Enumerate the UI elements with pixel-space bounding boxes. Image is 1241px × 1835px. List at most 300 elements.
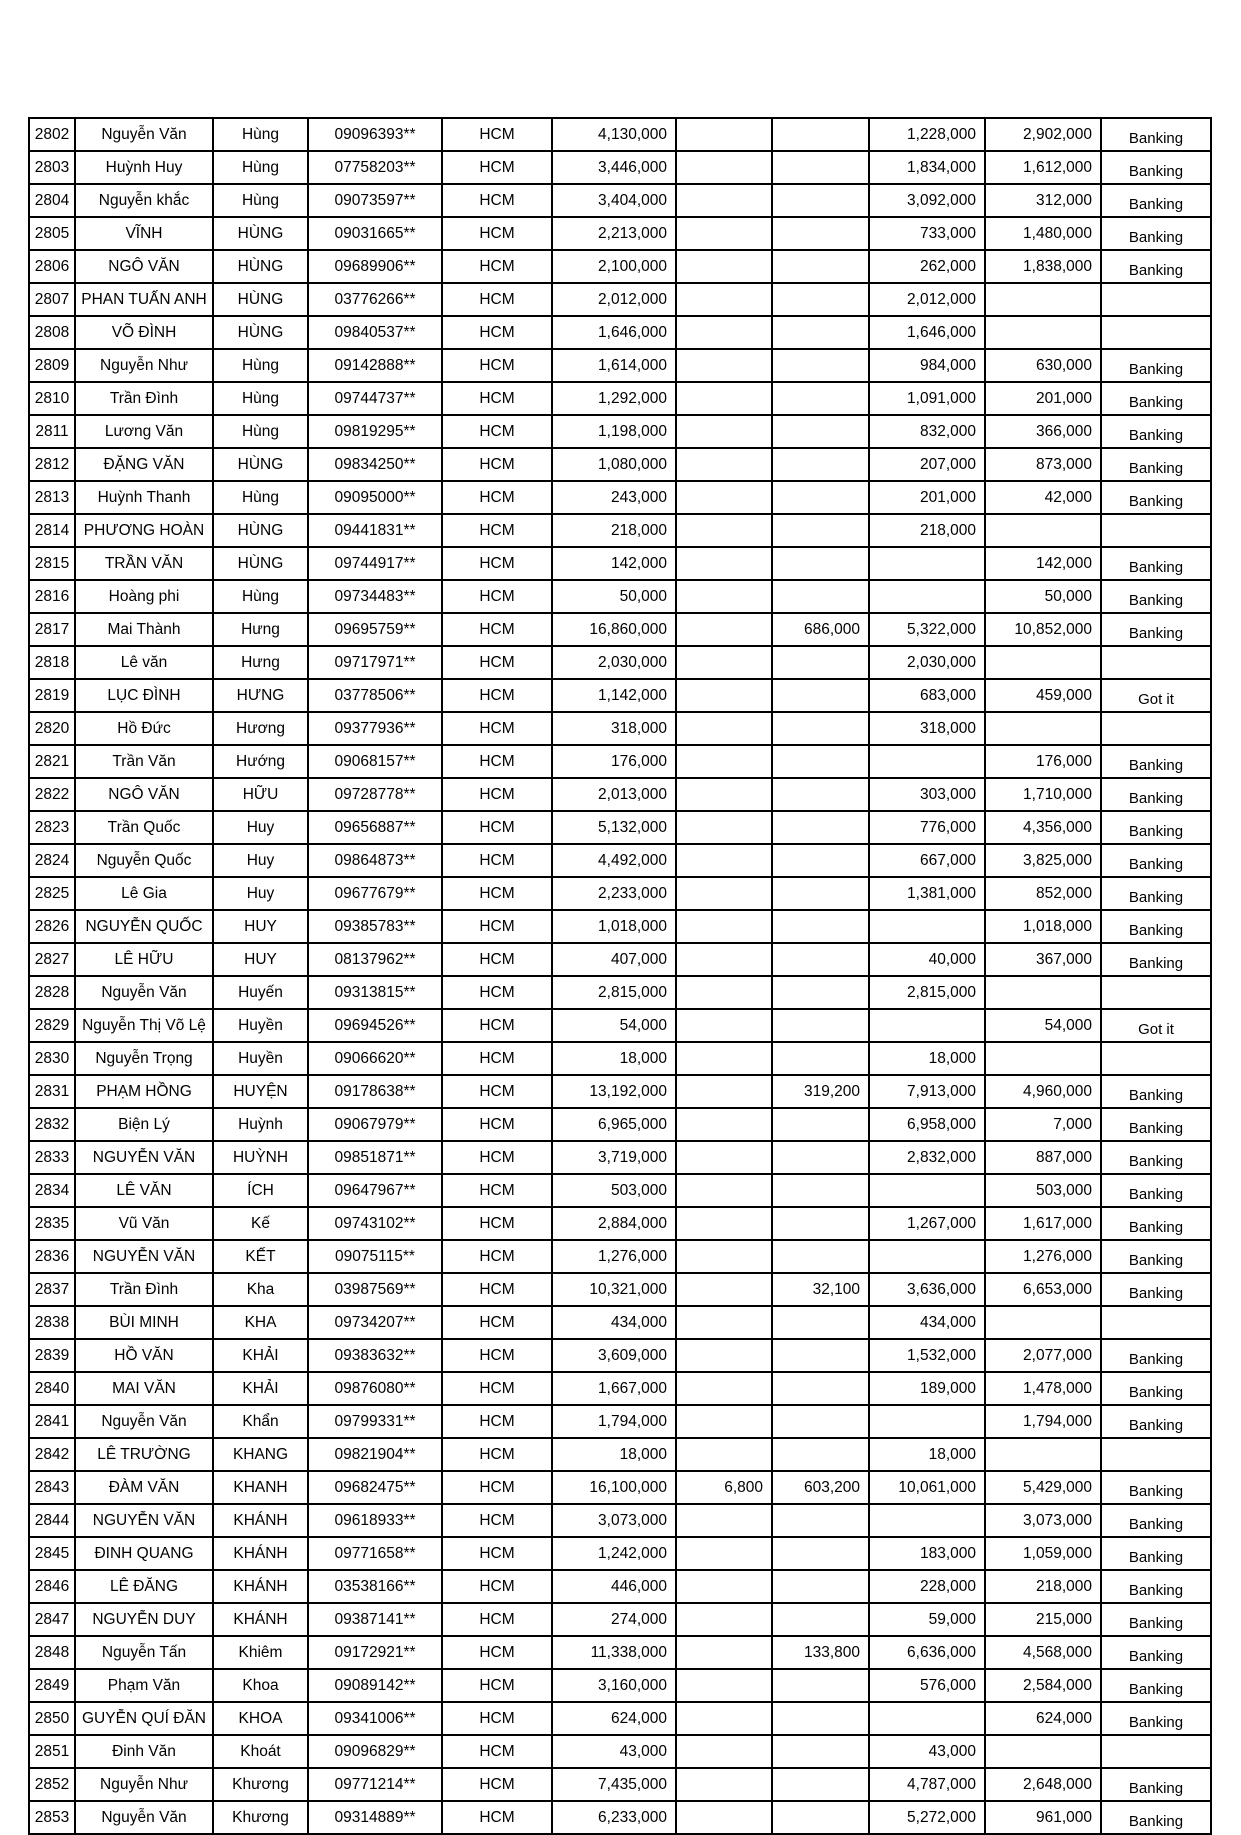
table-row xyxy=(29,1240,1211,1273)
cell-name: VÕ ĐÌNH xyxy=(75,316,213,349)
cell-status: Banking xyxy=(1101,811,1211,844)
cell-status: Banking xyxy=(1101,1801,1211,1834)
table-row xyxy=(29,943,1211,976)
cell-amount-1 xyxy=(676,712,772,745)
cell-city: HCM xyxy=(442,778,552,811)
table-row xyxy=(29,481,1211,514)
cell-id: 2849 xyxy=(29,1669,75,1702)
cell-amount-total: 2,213,000 xyxy=(552,217,676,250)
cell-amount-4: 367,000 xyxy=(985,943,1101,976)
cell-status: Banking xyxy=(1101,1273,1211,1306)
cell-id: 2841 xyxy=(29,1405,75,1438)
cell-name: ĐÀM VĂN xyxy=(75,1471,213,1504)
cell-status: Banking xyxy=(1101,1075,1211,1108)
cell-amount-total: 6,233,000 xyxy=(552,1801,676,1834)
cell-amount-total: 50,000 xyxy=(552,580,676,613)
cell-amount-3: 183,000 xyxy=(869,1537,985,1570)
cell-given-name: Hùng xyxy=(213,481,308,514)
cell-city: HCM xyxy=(442,250,552,283)
cell-amount-total: 6,965,000 xyxy=(552,1108,676,1141)
cell-amount-4: 366,000 xyxy=(985,415,1101,448)
cell-amount-3 xyxy=(869,1009,985,1042)
cell-amount-total: 54,000 xyxy=(552,1009,676,1042)
cell-city: HCM xyxy=(442,844,552,877)
cell-phone: 09734207** xyxy=(308,1306,442,1339)
cell-amount-2 xyxy=(772,547,869,580)
cell-amount-4 xyxy=(985,976,1101,1009)
cell-amount-4: 176,000 xyxy=(985,745,1101,778)
cell-name: Trần Đình xyxy=(75,382,213,415)
cell-city: HCM xyxy=(442,679,552,712)
cell-id: 2832 xyxy=(29,1108,75,1141)
cell-city: HCM xyxy=(442,910,552,943)
cell-id: 2825 xyxy=(29,877,75,910)
cell-city: HCM xyxy=(442,646,552,679)
cell-status: Banking xyxy=(1101,1768,1211,1801)
cell-amount-3: 303,000 xyxy=(869,778,985,811)
cell-amount-1 xyxy=(676,1108,772,1141)
cell-city: HCM xyxy=(442,1009,552,1042)
cell-city: HCM xyxy=(442,1702,552,1735)
cell-name: Biện Lý xyxy=(75,1108,213,1141)
cell-amount-1 xyxy=(676,316,772,349)
cell-city: HCM xyxy=(442,1174,552,1207)
cell-amount-total: 18,000 xyxy=(552,1438,676,1471)
cell-city: HCM xyxy=(442,1108,552,1141)
cell-amount-1 xyxy=(676,1669,772,1702)
cell-given-name: HÙNG xyxy=(213,283,308,316)
cell-amount-1 xyxy=(676,151,772,184)
cell-city: HCM xyxy=(442,349,552,382)
cell-city: HCM xyxy=(442,448,552,481)
cell-name: Phạm Văn xyxy=(75,1669,213,1702)
table-row xyxy=(29,250,1211,283)
cell-amount-2 xyxy=(772,976,869,1009)
cell-amount-1 xyxy=(676,1603,772,1636)
cell-city: HCM xyxy=(442,1735,552,1768)
cell-amount-4 xyxy=(985,712,1101,745)
cell-amount-1 xyxy=(676,811,772,844)
cell-city: HCM xyxy=(442,1537,552,1570)
cell-amount-1 xyxy=(676,382,772,415)
cell-amount-total: 10,321,000 xyxy=(552,1273,676,1306)
cell-amount-4: 624,000 xyxy=(985,1702,1101,1735)
cell-amount-2 xyxy=(772,382,869,415)
cell-id: 2823 xyxy=(29,811,75,844)
cell-given-name: Hùng xyxy=(213,415,308,448)
cell-given-name: Khiêm xyxy=(213,1636,308,1669)
cell-given-name: Huỳnh xyxy=(213,1108,308,1141)
cell-amount-3: 667,000 xyxy=(869,844,985,877)
cell-given-name: HỮU xyxy=(213,778,308,811)
cell-name: Huỳnh Huy xyxy=(75,151,213,184)
cell-amount-3: 984,000 xyxy=(869,349,985,382)
cell-city: HCM xyxy=(442,976,552,1009)
cell-phone: 09656887** xyxy=(308,811,442,844)
cell-city: HCM xyxy=(442,745,552,778)
cell-amount-total: 2,884,000 xyxy=(552,1207,676,1240)
cell-amount-4 xyxy=(985,316,1101,349)
table-row xyxy=(29,1273,1211,1306)
cell-amount-2 xyxy=(772,1240,869,1273)
cell-name: NGUYỄN VĂN xyxy=(75,1141,213,1174)
cell-name: Vũ Văn xyxy=(75,1207,213,1240)
cell-amount-1 xyxy=(676,976,772,1009)
cell-amount-total: 503,000 xyxy=(552,1174,676,1207)
cell-amount-2 xyxy=(772,1339,869,1372)
cell-amount-2 xyxy=(772,1768,869,1801)
cell-amount-3: 683,000 xyxy=(869,679,985,712)
cell-amount-1 xyxy=(676,778,772,811)
cell-amount-3 xyxy=(869,1240,985,1273)
table-row xyxy=(29,1471,1211,1504)
cell-amount-2 xyxy=(772,943,869,976)
cell-amount-total: 16,860,000 xyxy=(552,613,676,646)
cell-given-name: Hùng xyxy=(213,349,308,382)
cell-status: Banking xyxy=(1101,745,1211,778)
cell-amount-total: 2,815,000 xyxy=(552,976,676,1009)
cell-amount-4: 1,838,000 xyxy=(985,250,1101,283)
cell-amount-2: 686,000 xyxy=(772,613,869,646)
cell-id: 2817 xyxy=(29,613,75,646)
cell-city: HCM xyxy=(442,1240,552,1273)
cell-id: 2851 xyxy=(29,1735,75,1768)
cell-amount-2 xyxy=(772,349,869,382)
cell-amount-1 xyxy=(676,1141,772,1174)
cell-id: 2834 xyxy=(29,1174,75,1207)
table-row xyxy=(29,415,1211,448)
cell-id: 2802 xyxy=(29,118,75,151)
cell-id: 2828 xyxy=(29,976,75,1009)
cell-status: Banking xyxy=(1101,1471,1211,1504)
cell-amount-1 xyxy=(676,1372,772,1405)
cell-amount-total: 4,492,000 xyxy=(552,844,676,877)
cell-status: Banking xyxy=(1101,1174,1211,1207)
table-row xyxy=(29,184,1211,217)
cell-status: Banking xyxy=(1101,1669,1211,1702)
cell-status: Banking xyxy=(1101,613,1211,646)
table-row xyxy=(29,712,1211,745)
cell-given-name: KHANH xyxy=(213,1471,308,1504)
cell-amount-3: 262,000 xyxy=(869,250,985,283)
cell-amount-total: 1,646,000 xyxy=(552,316,676,349)
cell-city: HCM xyxy=(442,613,552,646)
cell-amount-1 xyxy=(676,514,772,547)
cell-name: HỒ VĂN xyxy=(75,1339,213,1372)
cell-name: Mai Thành xyxy=(75,613,213,646)
cell-amount-total: 1,242,000 xyxy=(552,1537,676,1570)
cell-name: NGUYỄN VĂN xyxy=(75,1504,213,1537)
cell-id: 2815 xyxy=(29,547,75,580)
cell-amount-2 xyxy=(772,580,869,613)
cell-amount-4: 1,059,000 xyxy=(985,1537,1101,1570)
cell-amount-1 xyxy=(676,646,772,679)
cell-amount-2 xyxy=(772,1372,869,1405)
cell-amount-1 xyxy=(676,1207,772,1240)
cell-name: Nguyễn Như xyxy=(75,349,213,382)
cell-given-name: HƯNG xyxy=(213,679,308,712)
cell-city: HCM xyxy=(442,1141,552,1174)
cell-amount-4: 2,902,000 xyxy=(985,118,1101,151)
cell-phone: 09728778** xyxy=(308,778,442,811)
cell-id: 2829 xyxy=(29,1009,75,1042)
cell-city: HCM xyxy=(442,1438,552,1471)
table-row xyxy=(29,1702,1211,1735)
cell-amount-1 xyxy=(676,448,772,481)
table-row xyxy=(29,547,1211,580)
cell-given-name: Khoa xyxy=(213,1669,308,1702)
cell-status: Banking xyxy=(1101,910,1211,943)
cell-amount-total: 13,192,000 xyxy=(552,1075,676,1108)
cell-amount-1 xyxy=(676,1075,772,1108)
cell-amount-2: 603,200 xyxy=(772,1471,869,1504)
cell-id: 2837 xyxy=(29,1273,75,1306)
cell-phone: 09682475** xyxy=(308,1471,442,1504)
cell-city: HCM xyxy=(442,1306,552,1339)
cell-amount-3: 4,787,000 xyxy=(869,1768,985,1801)
cell-given-name: Kha xyxy=(213,1273,308,1306)
cell-id: 2850 xyxy=(29,1702,75,1735)
cell-status: Banking xyxy=(1101,415,1211,448)
table-row xyxy=(29,1306,1211,1339)
cell-amount-2 xyxy=(772,250,869,283)
cell-name: TRẦN VĂN xyxy=(75,547,213,580)
cell-id: 2810 xyxy=(29,382,75,415)
cell-name: Nguyễn Trọng xyxy=(75,1042,213,1075)
table-row xyxy=(29,1603,1211,1636)
cell-phone: 09694526** xyxy=(308,1009,442,1042)
cell-id: 2814 xyxy=(29,514,75,547)
cell-amount-4: 961,000 xyxy=(985,1801,1101,1834)
cell-city: HCM xyxy=(442,1669,552,1702)
cell-name: GUYỄN QUÍ ĐĂN xyxy=(75,1702,213,1735)
cell-status xyxy=(1101,976,1211,1009)
cell-amount-4 xyxy=(985,1306,1101,1339)
cell-amount-4: 2,648,000 xyxy=(985,1768,1101,1801)
cell-amount-1 xyxy=(676,1570,772,1603)
cell-amount-1 xyxy=(676,877,772,910)
cell-id: 2844 xyxy=(29,1504,75,1537)
cell-amount-3: 228,000 xyxy=(869,1570,985,1603)
cell-amount-4: 201,000 xyxy=(985,382,1101,415)
cell-given-name: HÙNG xyxy=(213,547,308,580)
cell-amount-1 xyxy=(676,1537,772,1570)
cell-amount-2 xyxy=(772,1669,869,1702)
cell-amount-3: 1,267,000 xyxy=(869,1207,985,1240)
cell-name: Đinh Văn xyxy=(75,1735,213,1768)
cell-amount-1 xyxy=(676,910,772,943)
cell-amount-4: 10,852,000 xyxy=(985,613,1101,646)
table-row xyxy=(29,1801,1211,1834)
cell-amount-4: 3,825,000 xyxy=(985,844,1101,877)
cell-amount-3: 2,815,000 xyxy=(869,976,985,1009)
cell-amount-1 xyxy=(676,1636,772,1669)
cell-name: Nguyễn Văn xyxy=(75,118,213,151)
cell-amount-4: 5,429,000 xyxy=(985,1471,1101,1504)
cell-amount-1 xyxy=(676,1405,772,1438)
cell-phone: 09313815** xyxy=(308,976,442,1009)
cell-status: Banking xyxy=(1101,217,1211,250)
cell-id: 2820 xyxy=(29,712,75,745)
cell-phone: 09819295** xyxy=(308,415,442,448)
cell-given-name: HUỲNH xyxy=(213,1141,308,1174)
cell-id: 2806 xyxy=(29,250,75,283)
cell-name: Hồ Đức xyxy=(75,712,213,745)
cell-id: 2812 xyxy=(29,448,75,481)
cell-amount-2 xyxy=(772,1504,869,1537)
cell-city: HCM xyxy=(442,316,552,349)
cell-phone: 09387141** xyxy=(308,1603,442,1636)
cell-amount-total: 2,030,000 xyxy=(552,646,676,679)
cell-city: HCM xyxy=(442,1504,552,1537)
cell-phone: 09734483** xyxy=(308,580,442,613)
cell-status: Banking xyxy=(1101,877,1211,910)
cell-id: 2826 xyxy=(29,910,75,943)
cell-phone: 09377936** xyxy=(308,712,442,745)
cell-amount-4: 630,000 xyxy=(985,349,1101,382)
cell-amount-3: 733,000 xyxy=(869,217,985,250)
table-row xyxy=(29,1405,1211,1438)
cell-phone: 09689906** xyxy=(308,250,442,283)
cell-name: LÊ TRƯỜNG xyxy=(75,1438,213,1471)
cell-given-name: HÙNG xyxy=(213,448,308,481)
cell-amount-total: 2,100,000 xyxy=(552,250,676,283)
cell-status xyxy=(1101,283,1211,316)
cell-amount-1 xyxy=(676,1504,772,1537)
cell-amount-3: 318,000 xyxy=(869,712,985,745)
cell-status xyxy=(1101,1306,1211,1339)
cell-city: HCM xyxy=(442,481,552,514)
table-row xyxy=(29,910,1211,943)
cell-city: HCM xyxy=(442,1405,552,1438)
cell-amount-4 xyxy=(985,283,1101,316)
cell-amount-3: 5,322,000 xyxy=(869,613,985,646)
cell-given-name: Huyền xyxy=(213,1042,308,1075)
cell-status: Banking xyxy=(1101,1240,1211,1273)
cell-amount-1 xyxy=(676,217,772,250)
cell-amount-3: 1,228,000 xyxy=(869,118,985,151)
cell-amount-total: 1,276,000 xyxy=(552,1240,676,1273)
cell-phone: 09142888** xyxy=(308,349,442,382)
cell-amount-4: 852,000 xyxy=(985,877,1101,910)
cell-city: HCM xyxy=(442,283,552,316)
cell-given-name: KHẢI xyxy=(213,1372,308,1405)
cell-id: 2821 xyxy=(29,745,75,778)
cell-amount-4: 142,000 xyxy=(985,547,1101,580)
cell-city: HCM xyxy=(442,184,552,217)
cell-id: 2805 xyxy=(29,217,75,250)
cell-name: NGÔ VĂN xyxy=(75,250,213,283)
cell-amount-4: 215,000 xyxy=(985,1603,1101,1636)
cell-status: Banking xyxy=(1101,349,1211,382)
cell-amount-1 xyxy=(676,547,772,580)
cell-phone: 09066620** xyxy=(308,1042,442,1075)
cell-amount-2 xyxy=(772,679,869,712)
cell-amount-1 xyxy=(676,184,772,217)
cell-city: HCM xyxy=(442,1570,552,1603)
cell-phone: 07758203** xyxy=(308,151,442,184)
cell-name: Lê Gia xyxy=(75,877,213,910)
cell-amount-1: 6,800 xyxy=(676,1471,772,1504)
table-row xyxy=(29,514,1211,547)
cell-amount-2 xyxy=(772,184,869,217)
cell-id: 2848 xyxy=(29,1636,75,1669)
cell-amount-4 xyxy=(985,1042,1101,1075)
table-row xyxy=(29,1009,1211,1042)
cell-name: LỤC ĐÌNH xyxy=(75,679,213,712)
cell-city: HCM xyxy=(442,1768,552,1801)
cell-status: Banking xyxy=(1101,184,1211,217)
cell-amount-total: 142,000 xyxy=(552,547,676,580)
cell-status: Banking xyxy=(1101,151,1211,184)
cell-phone: 09771658** xyxy=(308,1537,442,1570)
cell-amount-total: 1,142,000 xyxy=(552,679,676,712)
cell-amount-3: 5,272,000 xyxy=(869,1801,985,1834)
cell-status xyxy=(1101,1438,1211,1471)
table-row xyxy=(29,877,1211,910)
cell-amount-1 xyxy=(676,1702,772,1735)
cell-amount-3: 576,000 xyxy=(869,1669,985,1702)
cell-status: Banking xyxy=(1101,1537,1211,1570)
cell-amount-4: 1,794,000 xyxy=(985,1405,1101,1438)
cell-amount-1 xyxy=(676,118,772,151)
cell-given-name: Khương xyxy=(213,1801,308,1834)
cell-id: 2839 xyxy=(29,1339,75,1372)
cell-name: Trần Quốc xyxy=(75,811,213,844)
cell-id: 2852 xyxy=(29,1768,75,1801)
cell-amount-3 xyxy=(869,1174,985,1207)
cell-amount-2 xyxy=(772,844,869,877)
cell-amount-3: 43,000 xyxy=(869,1735,985,1768)
cell-given-name: Hùng xyxy=(213,382,308,415)
cell-amount-3 xyxy=(869,1702,985,1735)
cell-city: HCM xyxy=(442,415,552,448)
cell-amount-total: 2,012,000 xyxy=(552,283,676,316)
cell-name: NGUYỄN VĂN xyxy=(75,1240,213,1273)
cell-status xyxy=(1101,712,1211,745)
cell-name: Nguyễn Quốc xyxy=(75,844,213,877)
cell-given-name: KHÁNH xyxy=(213,1570,308,1603)
cell-amount-4: 1,478,000 xyxy=(985,1372,1101,1405)
cell-phone: 03778506** xyxy=(308,679,442,712)
cell-amount-total: 7,435,000 xyxy=(552,1768,676,1801)
cell-status xyxy=(1101,1735,1211,1768)
cell-status: Banking xyxy=(1101,1108,1211,1141)
cell-amount-4: 218,000 xyxy=(985,1570,1101,1603)
cell-id: 2804 xyxy=(29,184,75,217)
cell-given-name: KHA xyxy=(213,1306,308,1339)
cell-amount-3: 1,091,000 xyxy=(869,382,985,415)
table-row xyxy=(29,1339,1211,1372)
cell-amount-3 xyxy=(869,1504,985,1537)
cell-amount-1 xyxy=(676,1306,772,1339)
cell-amount-3: 1,381,000 xyxy=(869,877,985,910)
cell-status: Got it xyxy=(1101,679,1211,712)
table-row xyxy=(29,646,1211,679)
cell-status: Banking xyxy=(1101,943,1211,976)
cell-given-name: Huy xyxy=(213,877,308,910)
cell-name: MAI VĂN xyxy=(75,1372,213,1405)
cell-amount-total: 1,198,000 xyxy=(552,415,676,448)
cell-amount-2 xyxy=(772,448,869,481)
cell-id: 2808 xyxy=(29,316,75,349)
cell-amount-3: 7,913,000 xyxy=(869,1075,985,1108)
cell-given-name: KHOA xyxy=(213,1702,308,1735)
cell-phone: 09096393** xyxy=(308,118,442,151)
cell-amount-total: 624,000 xyxy=(552,1702,676,1735)
cell-status: Banking xyxy=(1101,1339,1211,1372)
cell-amount-4: 4,960,000 xyxy=(985,1075,1101,1108)
